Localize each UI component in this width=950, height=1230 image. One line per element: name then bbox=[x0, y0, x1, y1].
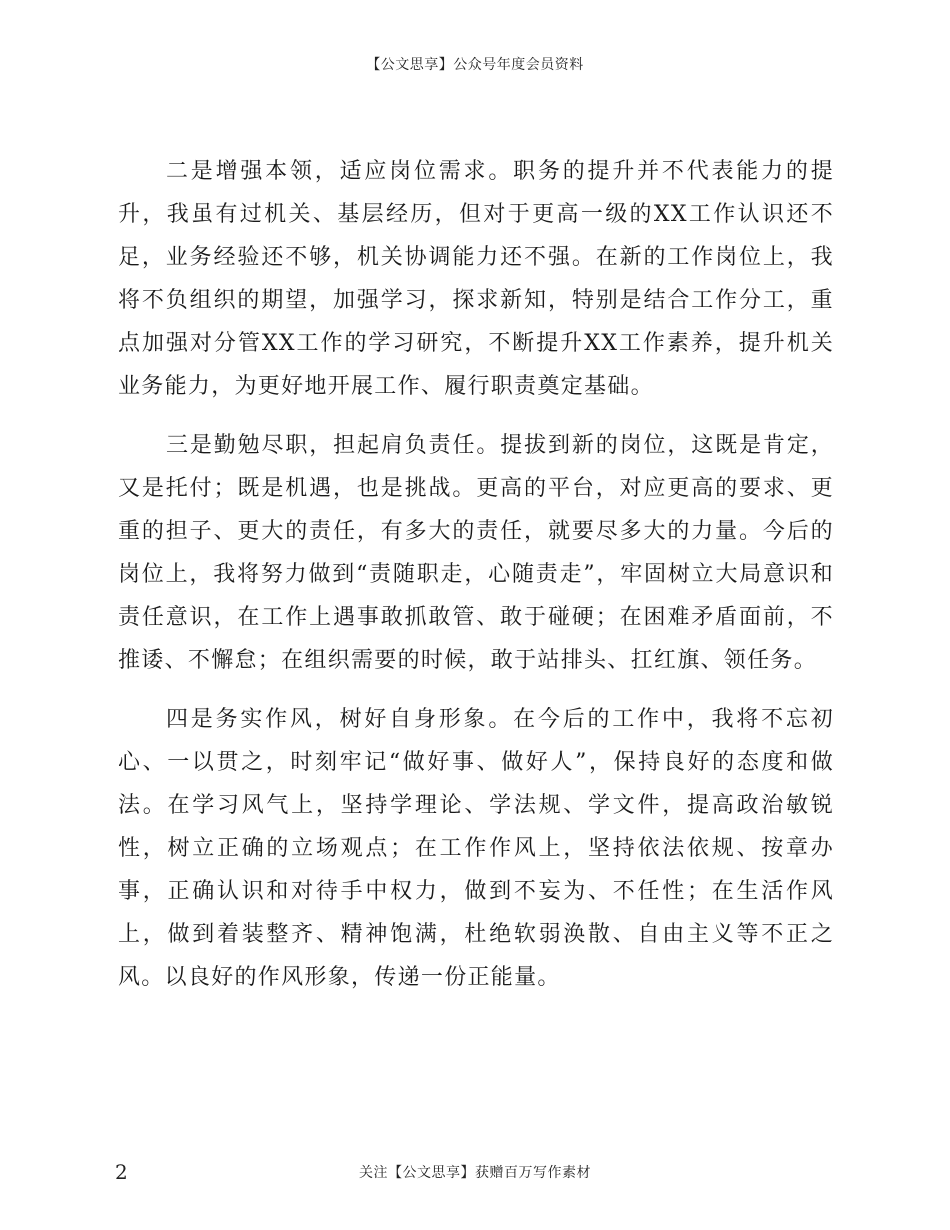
document-body bbox=[118, 150, 834, 1015]
page-header: 【公文思享】公众号年度会员资料 bbox=[366, 57, 584, 73]
paragraph-2: 二是增强本领，适应岗位需求。职务的提升并不代表能力的提升，我虽有过机关、基层经历，但对于更高一级的XX工作认识还不足，业务经验还不够，机关协调能力还不强。在新的工作岗位上，我将不负组织的期望，加强学习，探求新知，特别是结合工作分工，重点加强对分管XX工作的学习研究，不断提升XX工作素养，提升机关业务能力，为更好地开展工作、履行职责奠定基础。 bbox=[118, 159, 834, 399]
paragraph-3: 三是勤勉尽职，担起肩负责任。提拔到新的岗位，这既是肯定，又是托付；既是机遇，也是挑战。更高的平台，对应更高的要求、更重的担子、更大的责任，有多大的责任，就要尽多大的力量。今后的岗位上，我将努力做到“责随职走，心随责走”，牢固树立大局意识和责任意识，在工作上遇事敢抓敢管、敢于碰硬；在困难矛盾面前，不推诿、不懈怠；在组织需要的时候，敢于站排头、扛红旗、领任务。 bbox=[118, 433, 834, 673]
page-footer: 关注【公文思享】获赠百万写作素材 bbox=[359, 1165, 591, 1181]
page-number: 2 bbox=[115, 1160, 128, 1184]
paragraph-4: 四是务实作风，树好自身形象。在今后的工作中，我将不忘初心、一以贯之，时刻牢记“做好事、做好人”，保持良好的态度和做法。在学习风气上，坚持学理论、学法规、学文件，提高政治敏锐性，树立正确的立场观点；在工作作风上，坚持依法依规、按章办事，正确认识和对待手中权力，做到不妄为、不任性；在生活作风上，做到着装整齐、精神饱满，杜绝软弱涣散、自由主义等不正之风。以良好的作风形象，传递一份正能量。 bbox=[118, 707, 834, 990]
